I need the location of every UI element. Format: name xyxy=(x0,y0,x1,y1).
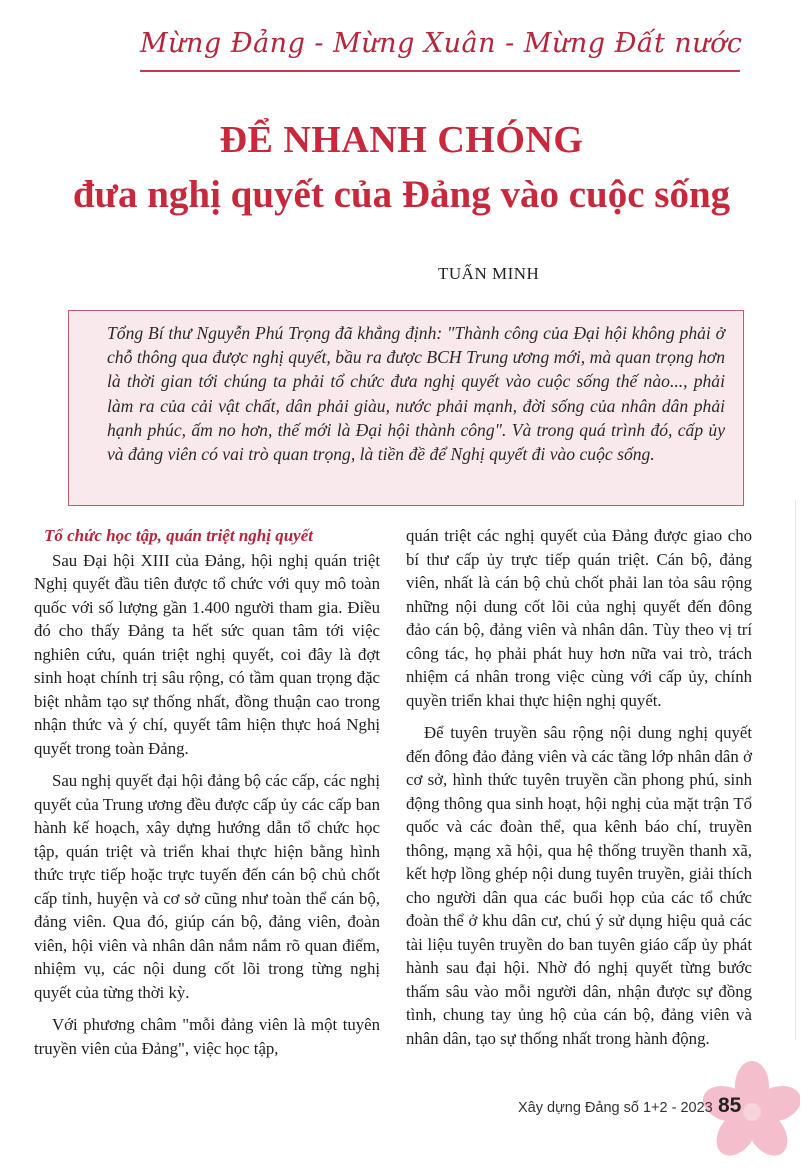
author-byline: TUẤN MINH xyxy=(438,264,540,283)
article-title-line1: ĐỂ NHANH CHÓNG xyxy=(219,119,584,161)
article-title-line2: đưa nghị quyết của Đảng vào cuộc sống xyxy=(72,173,731,216)
body-paragraph: Sau Đại hội XIII của Đảng, hội nghị quán triệt Nghị quyết đầu tiên được tổ chức với quy mô toàn quốc với số lượng gần 1.400 người tham gia. Điều đó cho thấy Đảng ta hết sức quan tâm tới việc nghiên cứu, quán triệt nghị quyết, coi đây là đợt sinh hoạt chính trị sâu rộng, có tầm quan trọng đặc biệt nhằm tạo sự thống nhất, đồng thuận cao trong nhận thức và ý chí, quyết tâm hiện thực hoá Nghị quyết trong toàn Đảng. xyxy=(34,550,380,758)
body-paragraph: quán triệt các nghị quyết của Đảng được giao cho bí thư cấp ủy trực tiếp quán triệt. Cán bộ, đảng viên, nhất là cán bộ chủ chốt phải lan tỏa sâu rộng những nội dung cốt lõi của nghị quyết đến đông đảo cán bộ, đảng viên và nhân dân. Tùy theo vị trí công tác, họ phải phát huy hơn nữa vai trò, trách nhiệm cá nhân trong việc cùng với cấp ủy, chính quyền triển khai thực hiện nghị quyết. xyxy=(406,526,752,710)
header-banner: Mừng Đảng - Mừng Xuân - Mừng Đất nước xyxy=(140,28,743,59)
page-edge-rule xyxy=(795,500,796,1040)
body-paragraph: Với phương châm "mỗi đảng viên là một tuyên truyền viên của Đảng", việc học tập, xyxy=(34,1015,380,1058)
header-divider xyxy=(140,70,740,72)
page-number: 85 xyxy=(718,1094,742,1117)
abstract-text: Tổng Bí thư Nguyễn Phú Trọng đã khẳng định: "Thành công của Đại hội không phải ở chỗ thông qua được nghị quyết, bầu ra được BCH Trung ương mới, mà quan trọng hơn là thời gian tới chúng ta phải tổ chức đưa nghị quyết vào cuộc sống thế nào..., phải làm ra của cải vật chất, dân phải giàu, nước phải mạnh, đời sống của nhân dân phải hạnh phúc, ấm no hơn, thế mới là Đại hội thành công". Và trong quá trình đó, cấp ủy và đảng viên có vai trò quan trọng, là tiền đề để Nghị quyết đi vào cuộc sống. xyxy=(107,323,725,465)
column-right xyxy=(406,524,752,1050)
body-paragraph: Sau nghị quyết đại hội đảng bộ các cấp, các nghị quyết của Trung ương đều được cấp ủy các cấp ban hành kế hoạch, xây dựng hướng dẫn tổ chức học tập, quán triệt và triển khai thực hiện bằng hình thức trực tiếp hoặc trực tuyến đến cán bộ chủ chốt cấp tỉnh, huyện và cơ sở cũng như toàn thể cán bộ, đảng viên. Qua đó, giúp cán bộ, đảng viên, đoàn viên, hội viên và nhân dân nắm nắm rõ quan điểm, nhiệm vụ, các nội dung cốt lõi trong từng nghị quyết của từng thời kỳ. xyxy=(34,771,380,1002)
section-heading: Tổ chức học tập, quán triệt nghị quyết xyxy=(44,526,313,545)
column-left xyxy=(34,524,380,1060)
body-paragraph: Để tuyên truyền sâu rộng nội dung nghị quyết đến đông đảo đảng viên và các tầng lớp nhân dân ở cơ sở, hình thức tuyên truyền cần phong phú, sinh động thông qua sinh hoạt, hội nghị của mặt trận Tổ quốc và các đoàn thể, qua kênh báo chí, truyền thông, mạng xã hội, qua hệ thống truyền thanh xã, kết hợp lồng ghép nội dung tuyên truyền, giải thích cho người dân qua các buổi họp của các tổ chức đoàn thể ở khu dân cư, chú ý sử dụng hiệu quả các tài liệu tuyên truyền do ban tuyên giáo cấp ủy phát hành sau đại hội. Nhờ đó nghị quyết từng bước thấm sâu vào mỗi người dân, nhận được sự đồng tình, chung tay ủng hộ của cán bộ, đảng viên và nhân dân, tạo sự thống nhất trong hành động. xyxy=(406,723,752,1048)
abstract-box xyxy=(68,310,744,506)
footer-publication: Xây dựng Đảng số 1+2 - 2023 xyxy=(518,1100,713,1116)
